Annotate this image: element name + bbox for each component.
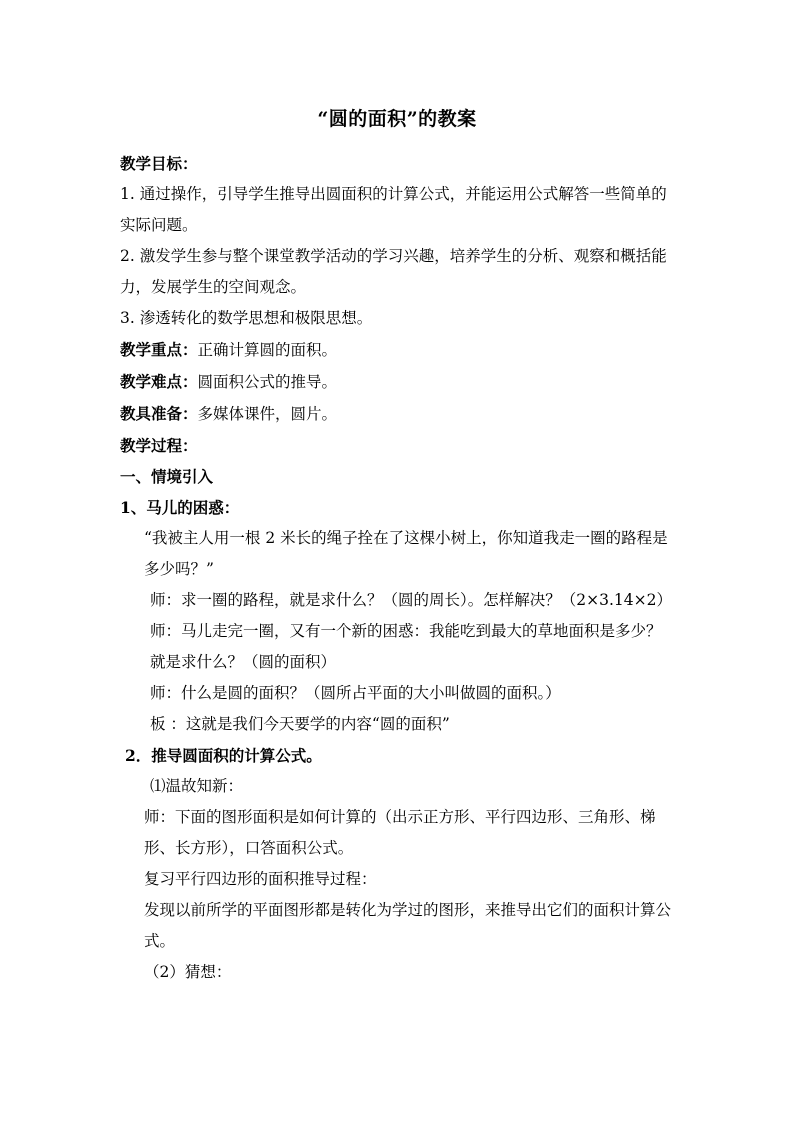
difficulty-text: 圆面积公式的推导。 [197, 373, 338, 391]
step-1: ⑴温故知新： [150, 777, 244, 795]
subsection-2-heading: 2．推导圆面积的计算公式。 [125, 746, 322, 765]
subsection-1-heading: 1、马儿的困惑： [120, 498, 240, 517]
step-2: （2）猜想： [144, 963, 232, 981]
key-point-text: 正确计算圆的面积。 [197, 341, 338, 359]
materials-label: 教具准备： [120, 404, 198, 423]
board-line: 板 ：这就是我们今天要学的内容“圆的面积” [150, 715, 450, 733]
teacher-line-2: 师：马儿走完一圈，又有一个新的困惑：我能吃到最大的草地面积是多少？就是求什么？（圆的面积） [150, 622, 662, 671]
key-point-label: 教学重点： [120, 340, 198, 359]
document-body [120, 148, 675, 988]
objectives-heading: 教学目标： [120, 154, 198, 173]
quote-paragraph: “我被主人用一根 2 米长的绳子拴在了这棵小树上，你知道我走一圈的路程是多少吗？” [144, 529, 668, 578]
objective-1: 1. 通过操作，引导学生推导出圆面积的计算公式，并能运用公式解答一些简单的实际问题。 [120, 185, 667, 234]
materials-line [120, 398, 675, 430]
objective-3: 3. 渗透转化的数学思想和极限思想。 [120, 309, 373, 327]
teacher-line-1: 师：求一圈的路程，就是求什么？（圆的周长）。怎样解决？（2×3.14×2） [150, 591, 672, 609]
teacher-line-4: 师：下面的图形面积是如何计算的（出示正方形、平行四边形、三角形、梯形、长方形），口答面积公式。 [144, 808, 656, 857]
materials-text: 多媒体课件，圆片。 [197, 405, 338, 423]
difficulty-line [120, 366, 675, 398]
review-line: 复习平行四边形的面积推导过程： [144, 870, 377, 888]
process-heading: 教学过程： [120, 436, 198, 455]
teacher-line-3: 师：什么是圆的面积？（圆所占平面的大小叫做圆的面积。） [150, 684, 561, 702]
discover-paragraph: 发现以前所学的平面图形都是转化为学过的图形，来推导出它们的面积计算公式。 [144, 901, 672, 950]
section-1-heading: 一、情境引入 [120, 467, 214, 486]
objective-2: 2. 激发学生参与整个课堂教学活动的学习兴趣，培养学生的分析、观察和概括能力，发展学生的空间观念。 [120, 247, 667, 296]
difficulty-label: 教学难点： [120, 372, 198, 391]
key-point-line [120, 334, 675, 366]
document-title: “圆的面积”的教案 [317, 108, 477, 130]
